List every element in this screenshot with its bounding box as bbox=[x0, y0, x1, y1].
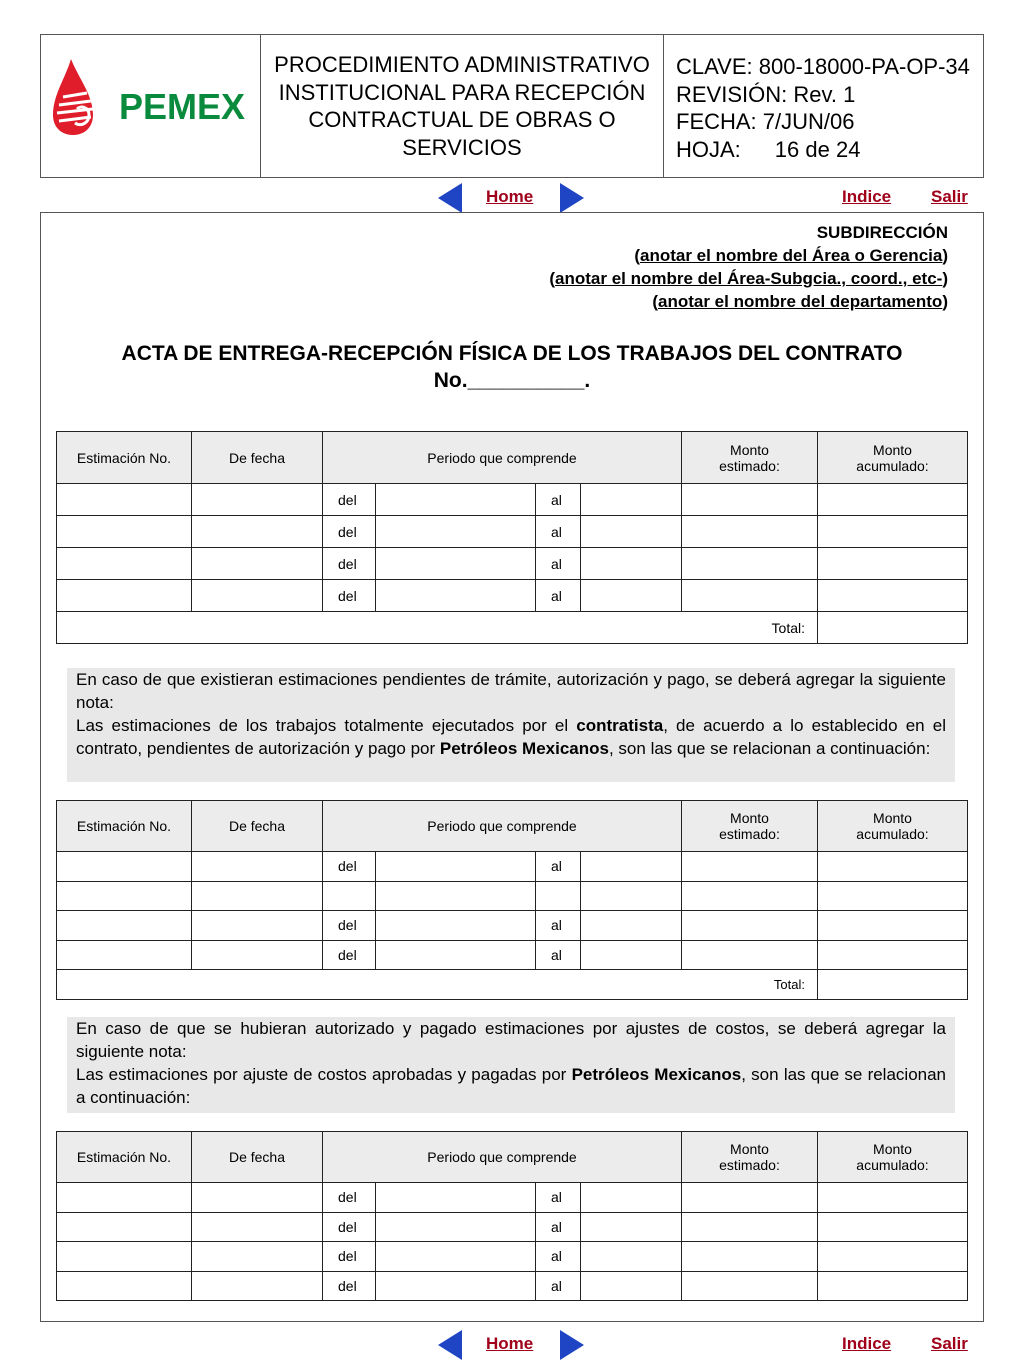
estimaciones-table-3 bbox=[56, 1131, 968, 1301]
header-periodo: Periodo que comprende bbox=[323, 432, 682, 484]
document-meta bbox=[664, 35, 983, 177]
header-monto-acumulado: Monto acumulado: bbox=[818, 432, 968, 484]
clave: CLAVE: 800-18000-PA-OP-34 bbox=[676, 54, 970, 79]
note-text: Las estimaciones de los trabajos totalmente ejecutados por el contratista, de acuerdo a lo establecido en el contrato, pendientes de autorización y pago por Petróleos Mexicanos, son las que se relacionan a continuación: bbox=[76, 716, 946, 758]
total-row: Total: bbox=[57, 612, 968, 644]
table-row: del al bbox=[57, 852, 968, 882]
header-monto-acumulado: Monto acumulado: bbox=[818, 801, 968, 852]
next-arrow-icon[interactable] bbox=[560, 1330, 584, 1360]
pemex-logo-icon bbox=[41, 35, 260, 177]
estimaciones-table-2 bbox=[56, 800, 968, 1000]
header-estimacion: Estimación No. bbox=[57, 801, 192, 852]
table-row: del al bbox=[57, 548, 968, 580]
subdireccion-title: SUBDIRECCIÓN bbox=[816, 223, 948, 242]
table-row: del al bbox=[57, 1183, 968, 1213]
top-nav bbox=[0, 180, 1024, 214]
header-estimacion: Estimación No. bbox=[57, 432, 192, 484]
document-title bbox=[261, 35, 664, 177]
header-fecha: De fecha bbox=[192, 1132, 323, 1183]
header-periodo: Periodo que comprende bbox=[323, 801, 682, 852]
table-row: del al bbox=[57, 580, 968, 612]
indice-link[interactable]: Indice bbox=[842, 1334, 892, 1353]
total-value[interactable] bbox=[818, 612, 968, 644]
table-row: del al bbox=[57, 484, 968, 516]
table-row: del al bbox=[57, 1212, 968, 1242]
salir-link[interactable]: Salir bbox=[931, 187, 968, 206]
note-text: Las estimaciones por ajuste de costos aprobadas y pagadas por Petróleos Mexicanos, son las que se relacionan a continuación: bbox=[76, 1065, 947, 1107]
previous-arrow-icon[interactable] bbox=[438, 1330, 462, 1360]
area-gerencia-field: anotar el nombre del Área o Gerencia bbox=[640, 246, 943, 265]
header-fecha: De fecha bbox=[192, 801, 323, 852]
note-text: En caso de que existieran estimaciones pendientes de trámite, autorización y pago, se deberá agregar la siguiente nota: bbox=[76, 670, 946, 712]
document-header bbox=[40, 34, 984, 178]
table-header-row bbox=[57, 1132, 968, 1183]
note-text: En caso de que se hubieran autorizado y pagado estimaciones por ajustes de costos, se deberá agregar la siguiente nota: bbox=[76, 1019, 946, 1061]
table-header-row bbox=[57, 801, 968, 852]
acta-title bbox=[60, 340, 964, 394]
header-fecha: De fecha bbox=[192, 432, 323, 484]
note-ajustes bbox=[67, 1017, 955, 1113]
header-periodo: Periodo que comprende bbox=[323, 1132, 682, 1183]
acta-contract-number: No.__________. bbox=[433, 369, 591, 392]
home-link[interactable]: Home bbox=[486, 187, 534, 206]
header-monto-estimado: Monto estimado: bbox=[682, 432, 818, 484]
logo-text: PEMEX bbox=[119, 86, 246, 127]
bottom-nav bbox=[0, 1327, 1024, 1361]
area-subgcia-field: anotar el nombre del Área-Subgcia., coord., etc- bbox=[555, 269, 943, 288]
subdireccion-block: SUBDIRECCIÓN (anotar el nombre del Área o Gerencia) (anotar el nombre del Área-Subgcia., coord., etc-) (anotar el nombre del departamento) bbox=[549, 223, 948, 311]
header-monto-estimado: Monto estimado: bbox=[682, 801, 818, 852]
title-line: INSTITUCIONAL PARA RECEPCIÓN bbox=[278, 79, 646, 105]
fecha: FECHA: 7/JUN/06 bbox=[676, 109, 855, 134]
next-arrow-icon[interactable] bbox=[560, 183, 584, 213]
title-line: CONTRACTUAL DE OBRAS O bbox=[308, 107, 616, 132]
header-monto-estimado: Monto estimado: bbox=[682, 1132, 818, 1183]
title-line: PROCEDIMIENTO ADMINISTRATIVO bbox=[274, 52, 650, 77]
title-line: SERVICIOS bbox=[402, 134, 522, 160]
total-row: Total: bbox=[57, 970, 968, 1000]
hoja-label: HOJA: bbox=[676, 136, 741, 162]
hoja-value: 16 de 24 bbox=[774, 136, 861, 162]
previous-arrow-icon[interactable] bbox=[438, 183, 462, 213]
table-row: del al bbox=[57, 940, 968, 970]
indice-link[interactable]: Indice bbox=[842, 187, 892, 206]
table-row: del al bbox=[57, 911, 968, 941]
table-row: del al bbox=[57, 1271, 968, 1301]
salir-link[interactable]: Salir bbox=[931, 1334, 968, 1353]
estimaciones-table-1 bbox=[56, 431, 968, 644]
table-header-row bbox=[57, 432, 968, 484]
table-row: del al bbox=[57, 1242, 968, 1272]
note-pendientes bbox=[67, 668, 955, 782]
home-link[interactable]: Home bbox=[486, 1334, 534, 1353]
acta-title-line: ACTA DE ENTREGA-RECEPCIÓN FÍSICA DE LOS TRABAJOS DEL CONTRATO bbox=[121, 342, 903, 365]
revision: REVISIÓN: Rev. 1 bbox=[676, 81, 856, 107]
header-estimacion: Estimación No. bbox=[57, 1132, 192, 1183]
table-row bbox=[57, 881, 968, 911]
table-row: del al bbox=[57, 516, 968, 548]
total-value[interactable] bbox=[818, 970, 968, 1000]
header-monto-acumulado: Monto acumulado: bbox=[818, 1132, 968, 1183]
pemex-logo bbox=[41, 35, 261, 177]
departamento-field: anotar el nombre del departamento bbox=[657, 292, 943, 311]
